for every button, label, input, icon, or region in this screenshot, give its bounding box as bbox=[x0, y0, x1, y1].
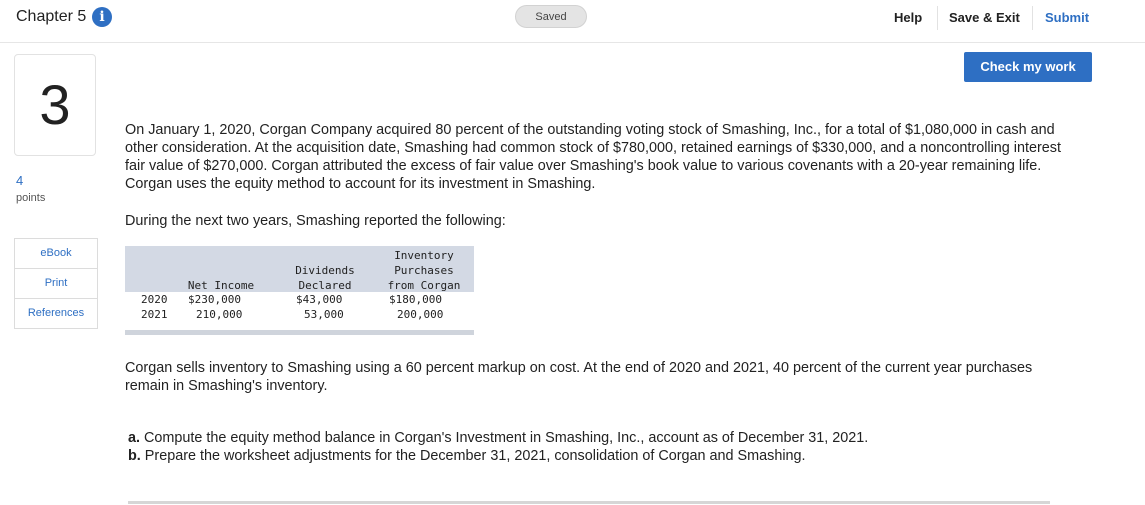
row-year: 2020 bbox=[141, 293, 168, 306]
question-number-box bbox=[14, 54, 96, 156]
part-b-label: b. bbox=[128, 448, 141, 464]
table-bottom-rule bbox=[125, 330, 474, 335]
part-b-question: Prepare the worksheet adjustments for the December 31, 2021, consolidation of Corgan and Smashing. bbox=[144, 448, 806, 464]
saved-status-badge: Saved bbox=[515, 5, 587, 28]
table-intro-paragraph: During the next two years, Smashing reported the following: bbox=[125, 213, 506, 229]
points-label: points bbox=[16, 192, 46, 204]
row-dividends: $43,000 bbox=[296, 293, 343, 306]
print-button[interactable]: Print bbox=[15, 269, 97, 299]
chapter-title: Chapter 5 bbox=[16, 8, 87, 25]
points-value: 4 bbox=[16, 173, 24, 188]
data-table bbox=[125, 246, 474, 335]
submit-link[interactable]: Submit bbox=[1045, 10, 1090, 25]
question-number: 3 bbox=[39, 73, 71, 136]
info-icon[interactable]: i bbox=[92, 7, 112, 27]
resource-buttons bbox=[14, 238, 98, 329]
check-my-work-button[interactable]: Check my work bbox=[964, 52, 1092, 82]
help-link[interactable]: Help bbox=[894, 10, 923, 25]
ebook-button[interactable]: eBook bbox=[15, 239, 97, 269]
col-header-inventory-2: Purchases bbox=[394, 264, 454, 277]
col-header-dividends-1: Dividends bbox=[295, 264, 355, 277]
part-a-question: Compute the equity method balance in Corgan's Investment in Smashing, Inc., account as of December 31, 2021. bbox=[144, 430, 869, 446]
row-purchases: 200,000 bbox=[397, 308, 444, 321]
references-button[interactable]: References bbox=[27, 307, 85, 319]
row-net-income: 210,000 bbox=[196, 308, 243, 321]
divider bbox=[1032, 6, 1033, 30]
section-divider bbox=[128, 501, 1050, 504]
divider bbox=[937, 6, 938, 30]
part-b-text bbox=[128, 447, 806, 465]
save-exit-link[interactable]: Save & Exit bbox=[949, 10, 1020, 25]
row-purchases: $180,000 bbox=[389, 293, 442, 306]
markup-paragraph: Corgan sells inventory to Smashing using a 60 percent markup on cost. At the end of 2020 and 2021, 40 percent of the current year purchases remain in Smashing's inventory. bbox=[125, 360, 1033, 394]
row-dividends: 53,000 bbox=[304, 308, 344, 321]
col-header-inventory-3: from Corgan bbox=[387, 279, 461, 292]
part-a-text bbox=[128, 429, 868, 447]
part-a-label: a. bbox=[128, 430, 141, 446]
col-header-dividends-2: Declared bbox=[298, 279, 352, 292]
problem-paragraph: On January 1, 2020, Corgan Company acquired 80 percent of the outstanding voting stock of Smashing, Inc., for a total of $1,080,000 in cash and other consideration. At the acquisition date, Smashing had common stock of $780,000, retained earnings of $330,000, and a noncontrolling interest fair value of $270,000. Corgan attributed the excess of fair value over Smashing's book value to various covenants with a 20-year remaining life. Corgan uses the equity method to account for its investment in Smashing. bbox=[125, 122, 1062, 192]
row-net-income: $230,000 bbox=[188, 293, 241, 306]
col-header-inventory-1: Inventory bbox=[394, 249, 454, 262]
col-header-net-income: Net Income bbox=[187, 279, 255, 292]
top-bar bbox=[0, 0, 1145, 43]
row-year: 2021 bbox=[141, 308, 168, 321]
